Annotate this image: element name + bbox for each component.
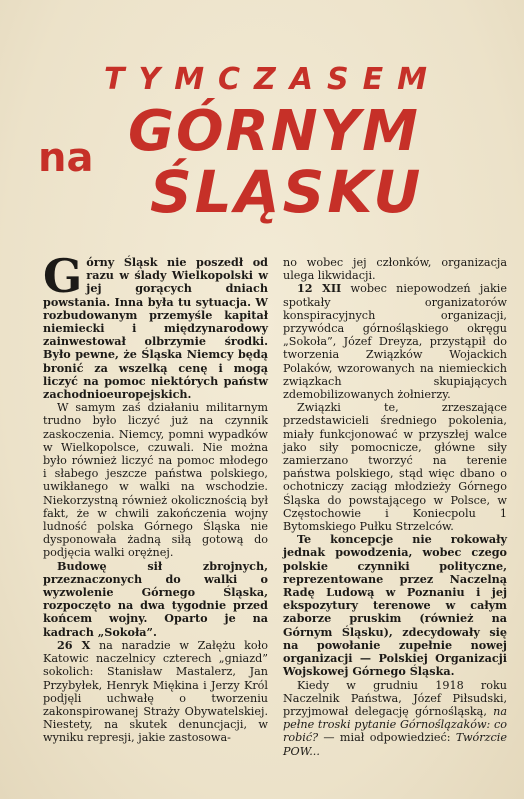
- paragraph: [43, 639, 268, 745]
- paragraph: [283, 282, 507, 401]
- quote-text: na pełne troski pytanie Górnoślązaków: co robić?: [283, 704, 507, 745]
- lead-text: órny Śląsk nie poszedł od razu w ślady Wielkopolski w jej gorących dniach powstania. Inna była tu sytuacja. W rozbudowanym przemyśle kapitał niemiecki i międzynarodowy zainwestował olbrzymie środki. Było pewne, że Śląska Niemcy będą bronić za wszelką cenę i mogą liczyć na pomoc niektórych państw zachodnioeuropejskich.: [43, 255, 268, 402]
- date-label: 12 XII: [297, 281, 342, 296]
- right-column: [283, 256, 507, 758]
- drop-cap: G: [43, 249, 83, 303]
- paragraph: [283, 679, 507, 758]
- quote-text: Twórzcie POW...: [283, 731, 507, 758]
- headline-tymczasem: TYMCZASEM: [104, 62, 441, 97]
- paragraph: Związki te, zrzeszające przedstawicieli średniego pokolenia, miały funkcjonować w przyszłej walce jako siły pomocnicze, główne siły zamierzano tworzyć na terenie państwa polskiego, stąd więc dbano o ochotniczy zaciąg młodzieży Górnego Śląska do powstającego w Polsce, w Częstochowie i Koniecpolu 1 Bytomskiego Pułku Strzelców.: [283, 401, 507, 534]
- headline-gornym: GÓRNYM: [128, 99, 420, 164]
- left-column: [43, 249, 268, 745]
- headline-slasku: ŚLĄSKU: [150, 158, 424, 226]
- headline-na: na: [38, 135, 94, 181]
- paragraph: Te koncepcje nie rokowały jednak powodzenia, wobec czego polskie czynniki polityczne, reprezentowane przez Naczelną Radę Ludową w Poznaniu i jej ekspozytury terenowe w całym zaborze pruskim (również na Górnym Śląsku), zdecydowały się na powołanie zupełnie nowej organizacji — Polskiej Organizacji Wojskowej Górnego Śląska.: [283, 532, 507, 679]
- paragraph-text: na naradzie w Załężu koło Katowic naczelnicy czterech „gniazd” sokolich: Stanisław Mastalerz, Jan Przybyłek, Henryk Miękina i Jerzy Król podjęli uchwałę o tworzeniu zakonspirowanej Straży Obywatelskiej. Niestety, na skutek denuncjacji, w wyniku represji, jakie zastosowa-: [43, 638, 268, 745]
- paragraph: no wobec jej członków, organizacja ulega likwidacji.: [283, 256, 507, 283]
- date-label: 26 X: [57, 637, 91, 652]
- paragraph-text: — miał odpowiedzieć:: [318, 731, 456, 745]
- paragraph: [43, 560, 268, 639]
- paragraph: W samym zaś działaniu militarnym trudno było liczyć już na czynnik zaskoczenia. Niemcy, pomni wypadków w Wielkopolsce, czuwali. Nie można było również liczyć na pomoc młodego i słabego jeszcze państwa polskiego, uwikłanego w walki na wschodzie. Niekorzystną również okolicznością był fakt, że w chwili zakończenia wojny ludność polska Górnego Śląska nie dysponowała żadną siłą gotową do podjęcia walki orężnej.: [43, 401, 268, 560]
- paragraph-text: wobec niepowodzeń jakie spotkały organizatorów konspiracyjnych organizacji, przywódca górnośląskiego okręgu „Sokoła”, Józef Dreyza, przystąpił do tworzenia Związków Wojackich Polaków, wzorowanych na niemieckich związkach skupiających zdemobilizowanych żołnierzy.: [283, 282, 507, 402]
- lead-paragraph: [43, 249, 268, 402]
- paragraph-text: Kiedy w grudniu 1918 roku Naczelnik Państwa, Józef Piłsudski, przyjmował delegację górnośląską,: [283, 678, 507, 718]
- paragraph-text: Budowę sił zbrojnych, przeznaczonych do walki o wyzwolenie Górnego Śląska, rozpoczęto na dwa tygodnie przed końcem wojny. Oparto je na kadrach „Sokoła”.: [43, 558, 268, 639]
